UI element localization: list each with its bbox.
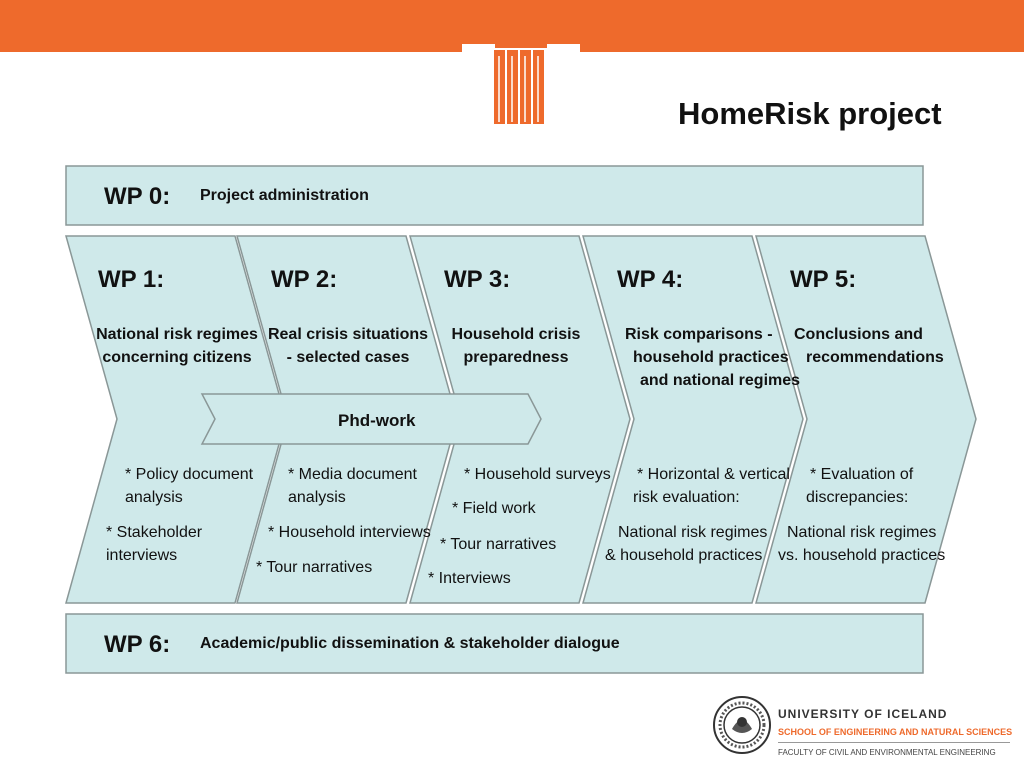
wp4-label: WP 4: bbox=[617, 266, 684, 293]
wp1-item: * Stakeholder bbox=[106, 524, 203, 541]
wp2-heading-line: - selected cases bbox=[286, 349, 410, 366]
wp2-item: * Tour narratives bbox=[256, 559, 373, 576]
slide-title: HomeRisk project bbox=[678, 96, 942, 131]
wp1-item: analysis bbox=[125, 489, 183, 506]
wp4-heading-line: and national regimes bbox=[640, 372, 801, 389]
wp1-label: WP 1: bbox=[98, 266, 165, 293]
wp0-band bbox=[66, 166, 923, 225]
wp2-item: * Media document bbox=[288, 466, 417, 483]
wp3-label: WP 3: bbox=[444, 266, 511, 293]
wp5-item: National risk regimes bbox=[787, 524, 937, 541]
wp5-label: WP 5: bbox=[790, 266, 857, 293]
wp2-item: * Household interviews bbox=[268, 524, 431, 541]
wp1-heading bbox=[94, 323, 260, 369]
wp4-item: & household practices bbox=[605, 547, 763, 564]
wp2-heading-line: Real crisis situations bbox=[267, 326, 429, 343]
wp0-text: Project administration bbox=[200, 187, 369, 204]
wp6-text: Academic/public dissemination & stakeholder dialogue bbox=[200, 635, 620, 652]
wp1-heading-line: National risk regimes bbox=[96, 326, 258, 343]
university-branding bbox=[778, 707, 1012, 757]
university-seal-icon bbox=[712, 695, 772, 755]
wp4-heading-line: Risk comparisons - bbox=[625, 326, 773, 343]
wp5-item: discrepancies: bbox=[806, 489, 909, 506]
wp3-item: * Tour narratives bbox=[440, 536, 557, 553]
wp3-heading-line: preparedness bbox=[463, 349, 569, 366]
wp3-item: * Field work bbox=[452, 500, 536, 517]
wp6-label: WP 6: bbox=[104, 631, 171, 658]
wp4-item: risk evaluation: bbox=[633, 489, 740, 506]
wp5-heading-line: recommendations bbox=[806, 349, 944, 366]
faculty-name: FACULTY OF CIVIL AND ENVIRONMENTAL ENGINEERING bbox=[778, 748, 996, 757]
wp4-item: * Horizontal & vertical bbox=[637, 466, 790, 483]
wp1-item: interviews bbox=[106, 547, 178, 564]
wp5-item: vs. household practices bbox=[778, 547, 946, 564]
wp2-item: analysis bbox=[288, 489, 346, 506]
wp3-heading-line: Household crisis bbox=[451, 326, 581, 343]
wp4-item: National risk regimes bbox=[618, 524, 768, 541]
school-name: SCHOOL OF ENGINEERING AND NATURAL SCIENCES bbox=[778, 727, 1013, 737]
wp2-heading bbox=[266, 323, 430, 369]
wp3-heading bbox=[438, 323, 594, 369]
wp1-heading-line: concerning citizens bbox=[102, 349, 252, 366]
wp4-heading-line: household practices bbox=[633, 349, 789, 366]
wp1-item: * Policy document bbox=[125, 466, 254, 483]
phd-work-label: Phd-work bbox=[338, 411, 416, 430]
university-name: UNIVERSITY OF ICELAND bbox=[778, 707, 948, 721]
wp3-item: * Household surveys bbox=[464, 466, 611, 483]
wp5-heading-line: Conclusions and bbox=[794, 326, 923, 343]
wp2-label: WP 2: bbox=[271, 266, 338, 293]
wp0-label: WP 0: bbox=[104, 183, 171, 210]
divider bbox=[778, 742, 1010, 743]
wp5-item: * Evaluation of bbox=[810, 466, 914, 483]
wp3-item: * Interviews bbox=[428, 570, 511, 587]
